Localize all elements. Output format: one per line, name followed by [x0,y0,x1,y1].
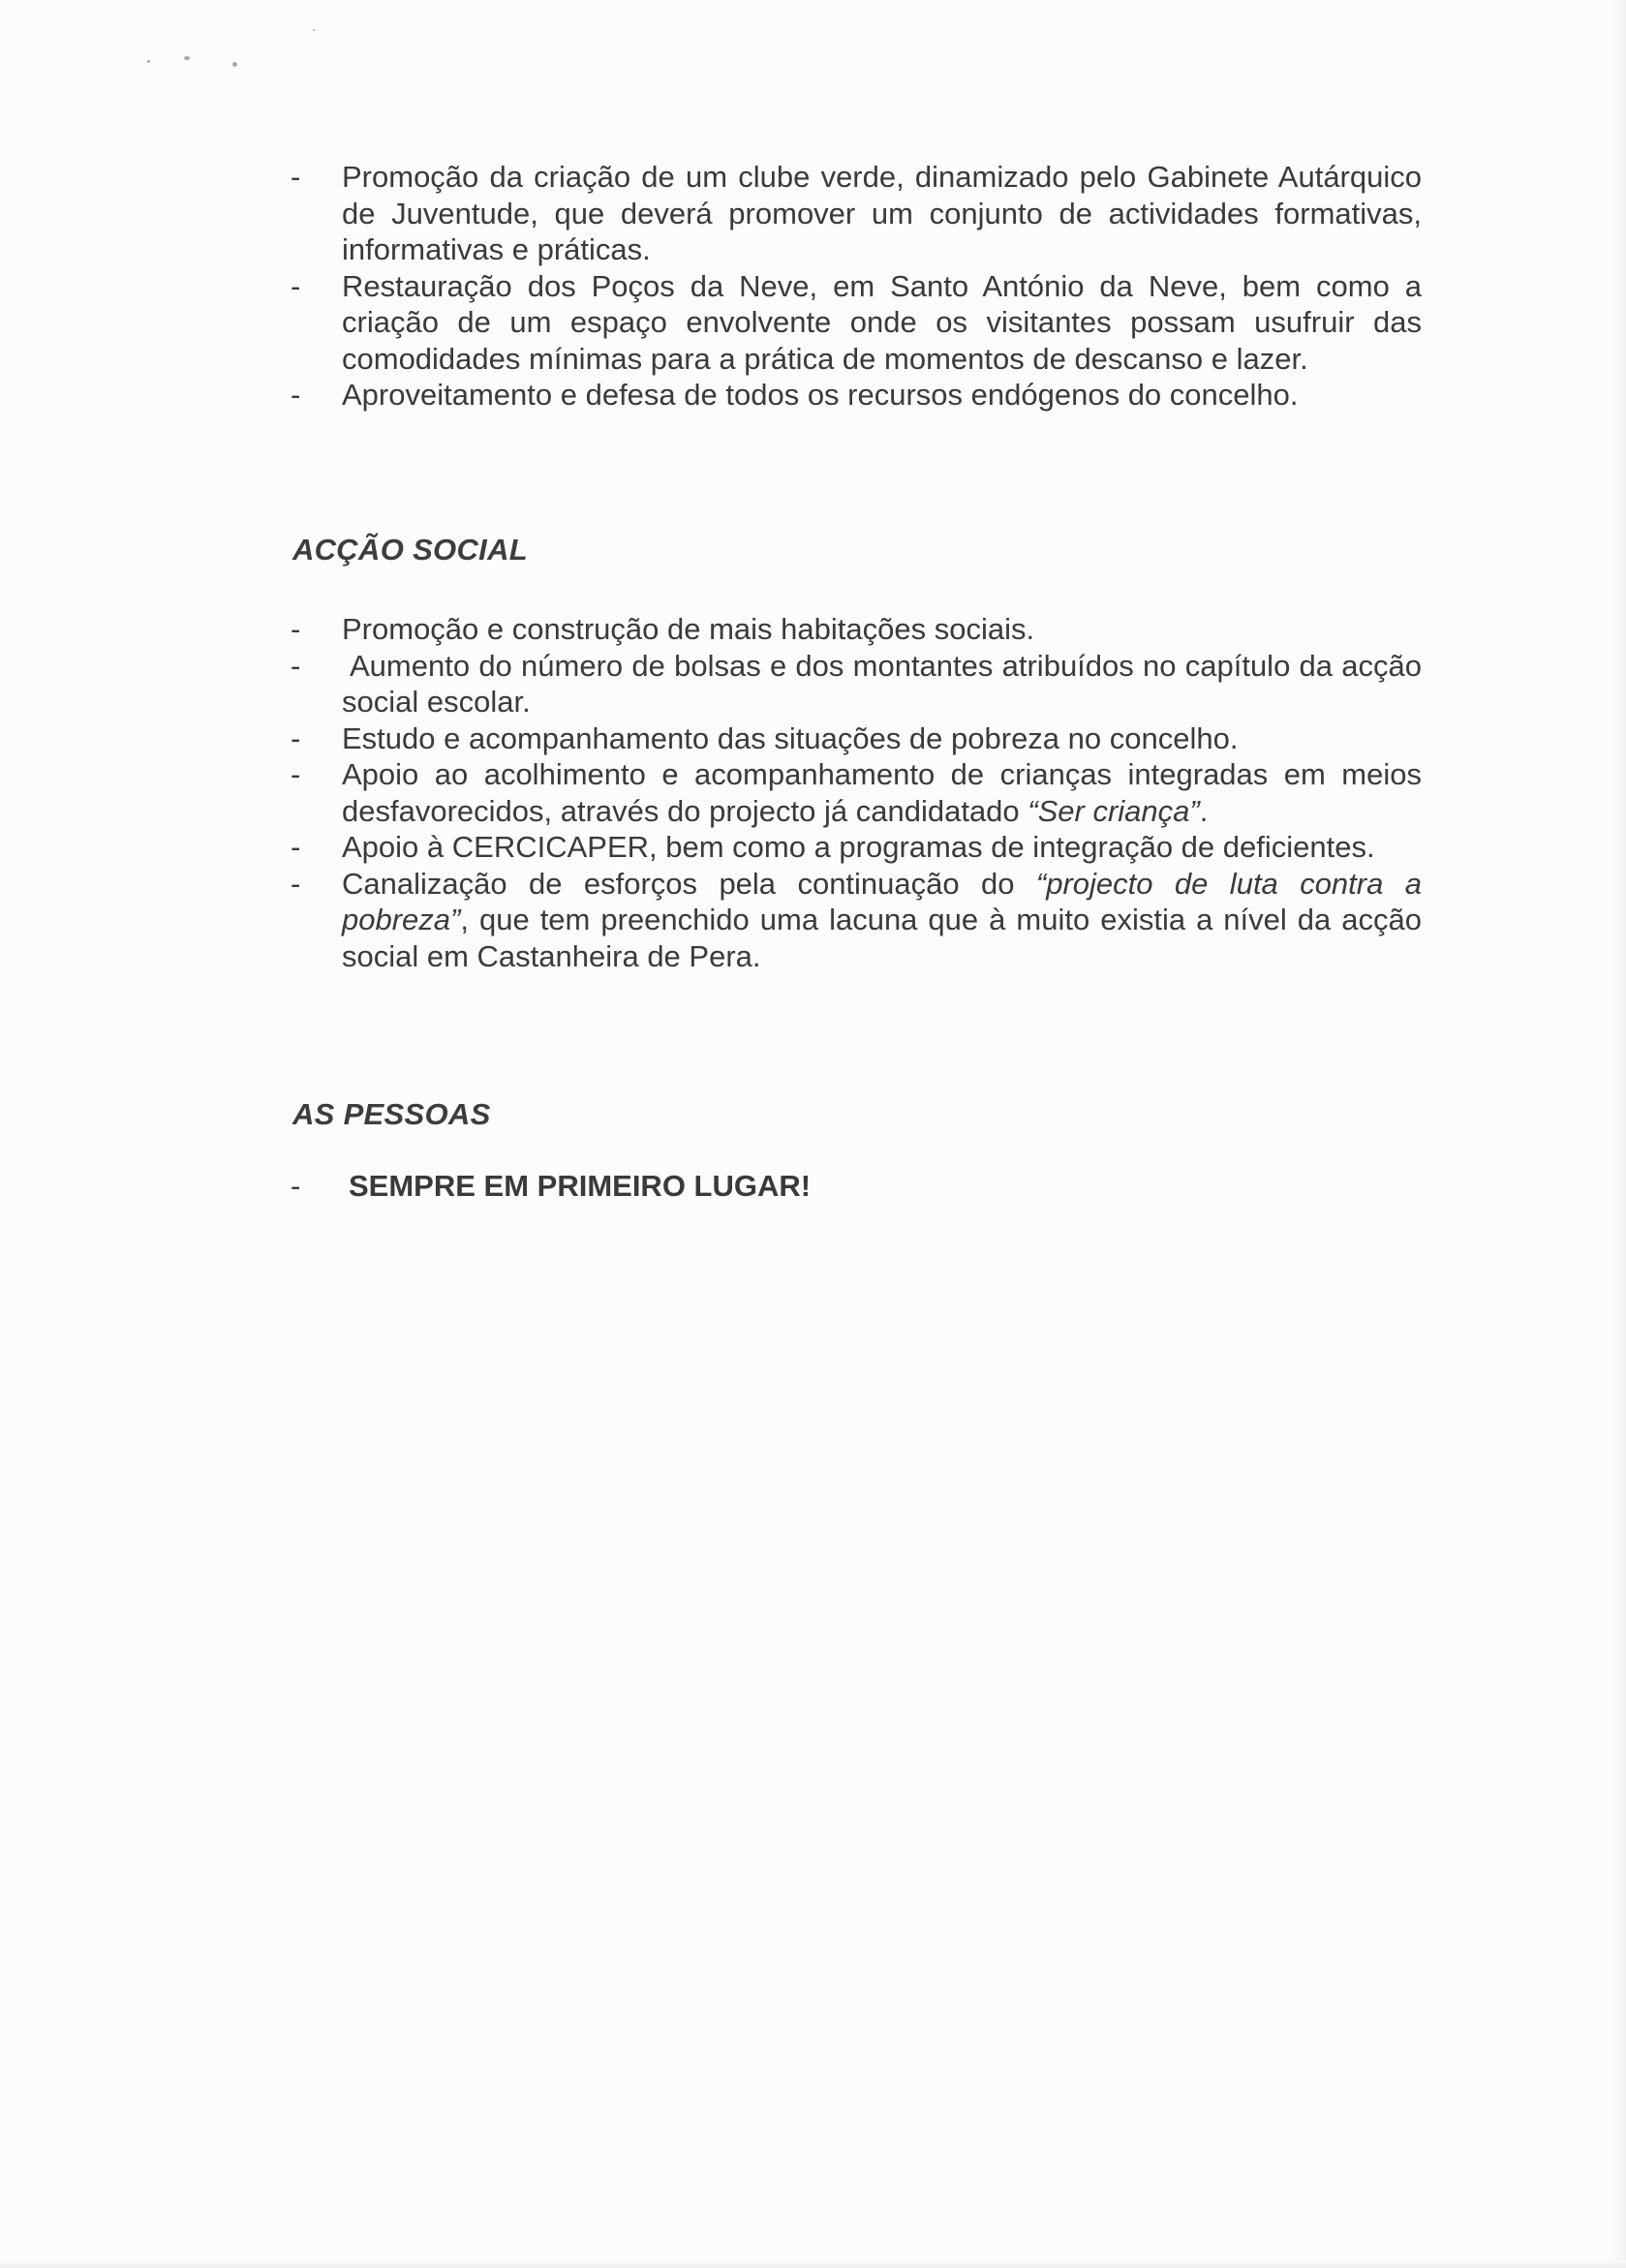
list-item-text: Aumento do número de bolsas e dos montantes atribuídos no capítulo da acção social escolar. [342,648,1422,719]
scan-bottom-edge [0,2260,1626,2268]
dash: - [291,612,301,646]
list-item-text-end: . [1199,793,1209,828]
dash: - [291,720,301,755]
scan-speck [313,29,315,31]
italic-quote: “Ser criança” [1028,793,1200,828]
list-item-text: Estudo e acompanhamento das situações de pobreza no concelho. [342,720,1239,755]
dash: - [291,648,301,683]
list-item [291,377,1422,414]
scan-edge-shadow [1611,0,1626,2268]
list-item-text: SEMPRE EM PRIMEIRO LUGAR! [349,1169,812,1203]
list-item [291,866,1422,975]
list-item [291,611,1422,648]
scan-speck [184,56,190,60]
list-item-text: Apoio à CERCICAPER, bem como a programas de integração de deficientes. [342,830,1375,864]
list-item [291,268,1422,378]
list-item [291,648,1422,720]
dash: - [291,378,301,412]
scan-speck [232,62,237,67]
italic-quote: “projecto de luta contra a pobreza” [342,866,1422,936]
dash: - [291,757,301,791]
list-item [291,159,1422,268]
list-item-text: Canalização de esforços pela continuação do [342,866,1036,901]
list-item [291,720,1422,757]
scan-speck [147,60,150,63]
list-item-text-end: , que tem preenchido uma lacuna que à muito existia a nível da acção social em Castanheira de Pera. [342,903,1422,973]
list-item-text: Apoio ao acolhimento e acompanhamento de crianças integradas em meios desfavorecidos, através do projecto já candidatado [342,757,1422,828]
dash: - [291,866,301,901]
list-item-text: Promoção da criação de um clube verde, dinamizado pelo Gabinete Autárquico de Juventude, que deverá promover um conjunto de actividades formativas, informativas e práticas. [342,160,1422,266]
list-item [291,756,1422,829]
environment-list [291,159,1422,414]
list-item [291,829,1422,866]
dash: - [291,1169,301,1203]
accao-social-list [291,611,1422,974]
dash: - [291,160,301,194]
section-heading-accao-social: ACÇÃO SOCIAL [292,533,528,567]
as-pessoas-list [291,1168,1422,1205]
list-item-text: Aproveitamento e defesa de todos os recursos endógenos do concelho. [342,378,1299,412]
list-item-text: Restauração dos Poços da Neve, em Santo António da Neve, bem como a criação de um espaço envolvente onde os visitantes possam usufruir das comodidades mínimas para a prática de momentos de descanso e lazer. [342,268,1422,376]
dash: - [291,268,301,303]
list-item-text: Promoção e construção de mais habitações sociais. [342,612,1035,646]
section-heading-as-pessoas: AS PESSOAS [292,1097,491,1131]
list-item [291,1168,1422,1205]
dash: - [291,830,301,864]
